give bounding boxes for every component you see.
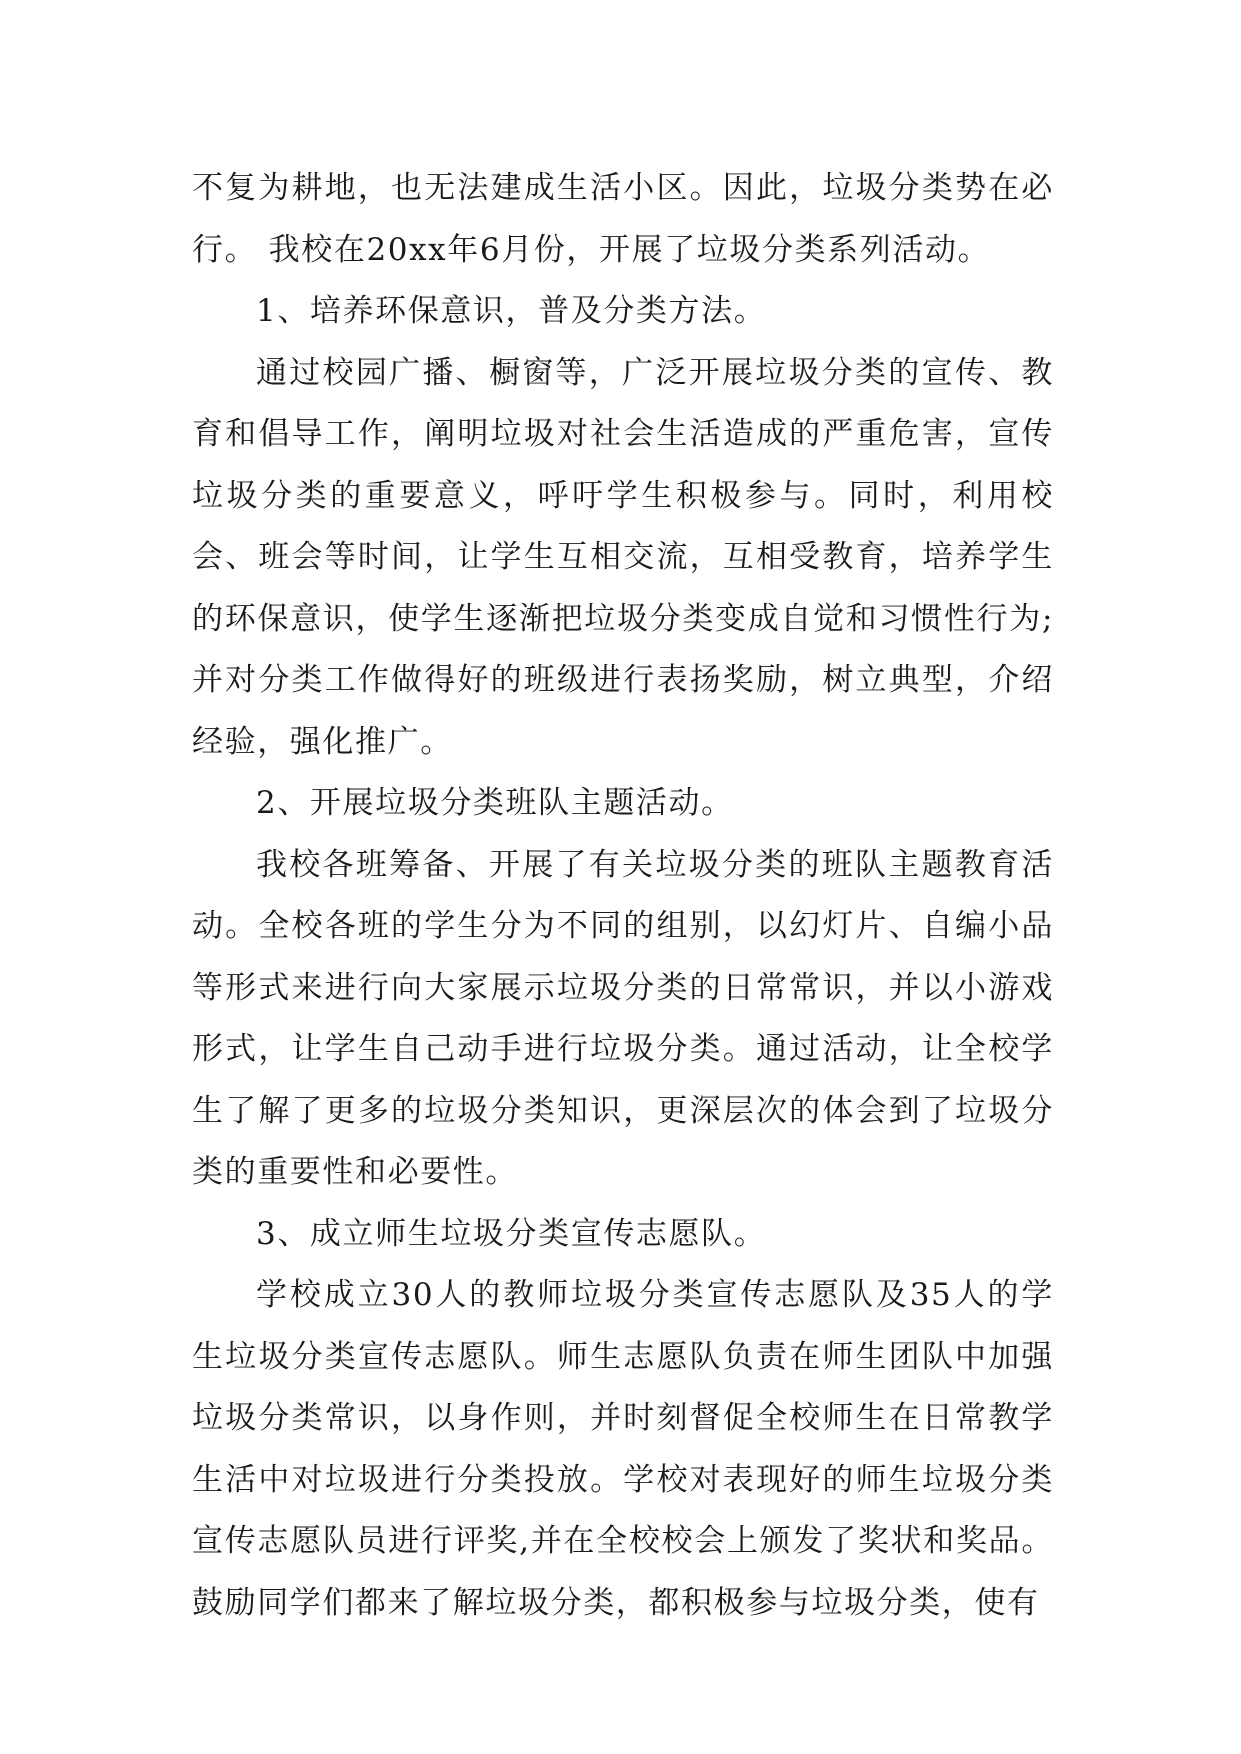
- paragraph-intro-continuation: 不复为耕地，也无法建成生活小区。因此，垃圾分类势在必行。 我校在20xx年6月份，开展了垃圾分类系列活动。: [192, 170, 1054, 268]
- paragraph-item-2: 我校各班筹备、开展了有关垃圾分类的班队主题教育活动。全校各班的学生分为不同的组别，以幻灯片、自编小品等形式来进行向大家展示垃圾分类的日常常识，并以小游戏形式，让学生自己动手进行垃圾分类。通过活动，让全校学生了解了更多的垃圾分类知识，更深层次的体会到了垃圾分类的重要性和必要性。: [192, 846, 1054, 1190]
- paragraph-item-3: 学校成立30人的教师垃圾分类宣传志愿队及35人的学生垃圾分类宣传志愿队。师生志愿队负责在师生团队中加强垃圾分类常识，以身作则，并时刻督促全校师生在日常教学生活中对垃圾进行分类投放。学校对表现好的师生垃圾分类宣传志愿队员进行评奖,并在全校校会上颁发了奖状和奖品。鼓励同学们都来了解垃圾分类，都积极参与垃圾分类，使有: [192, 1277, 1054, 1621]
- document-body: [192, 158, 1054, 1634]
- paragraph-item-1: 通过校园广播、橱窗等，广泛开展垃圾分类的宣传、教育和倡导工作，阐明垃圾对社会生活造成的严重危害，宣传垃圾分类的重要意义，呼吁学生积极参与。同时，利用校会、班会等时间，让学生互相交流，互相受教育，培养学生的环保意识，使学生逐渐把垃圾分类变成自觉和习惯性行为;并对分类工作做得好的班级进行表扬奖励，树立典型，介绍经验，强化推广。: [192, 354, 1054, 760]
- heading-item-1: 1、培养环保意识，普及分类方法。: [256, 293, 767, 329]
- heading-item-2: 2、开展垃圾分类班队主题活动。: [256, 785, 734, 821]
- heading-item-3: 3、成立师生垃圾分类宣传志愿队。: [256, 1215, 767, 1252]
